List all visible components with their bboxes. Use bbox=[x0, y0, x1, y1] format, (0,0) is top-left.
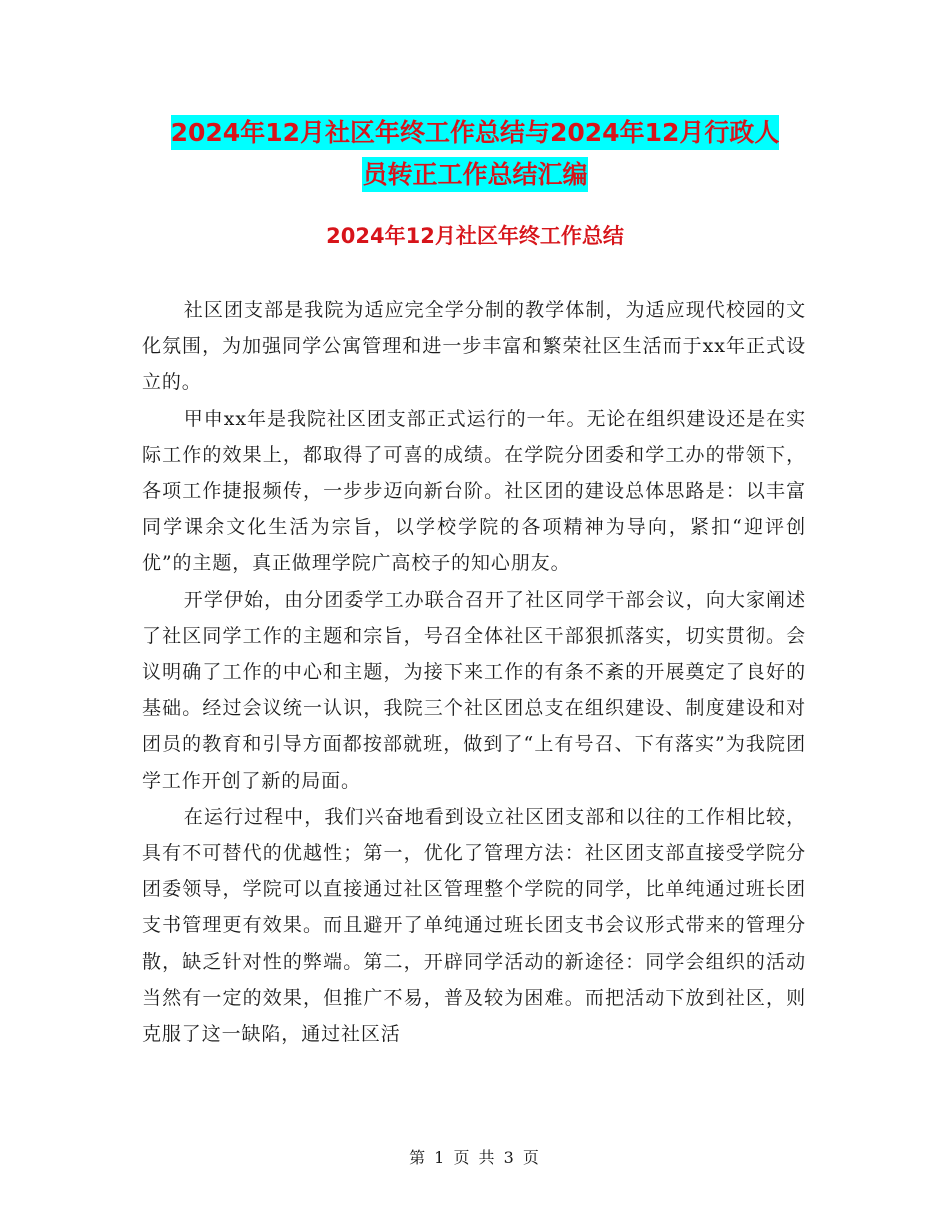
paragraph-4: 在运行过程中，我们兴奋地看到设立社区团支部和以往的工作相比较，具有不可替代的优越性；第一，优化了管理方法：社区团支部直接受学院分团委领导，学院可以直接通过社区管理整个学院的同学，比单纯通过班长团支书管理更有效果。而且避开了单纯通过班长团支书会议形式带来的管理分散，缺乏针对性的弊端。第二，开辟同学活动的新途径：同学会组织的活动当然有一定的效果，但推广不易，普及较为困难。而把活动下放到社区，则克服了这一缺陷，通过社区活 bbox=[142, 805, 806, 1046]
paragraph-3: 开学伊始，由分团委学工办联合召开了社区同学干部会议，向大家阐述了社区同学工作的主题和宗旨，号召全体社区干部狠抓落实，切实贯彻。会议明确了工作的中心和主题，为接下来工作的有条不紊的开展奠定了良好的基础。经过会议统一认识，我院三个社区团总支在组织建设、制度建设和对团员的教育和引导方面都按部就班，做到了“上有号召、下有落实”为我院团学工作开创了新的局面。 bbox=[142, 588, 806, 792]
page-footer bbox=[0, 1148, 950, 1168]
document-title-line-1: 2024年12月社区年终工作总结与2024年12月行政人 bbox=[171, 115, 780, 150]
document-title bbox=[0, 112, 950, 196]
body-text bbox=[142, 292, 806, 1052]
page-number: 第 1 页 共 3 页 bbox=[409, 1148, 541, 1167]
section-title: 2024年12月社区年终工作总结 bbox=[326, 224, 624, 248]
paragraph-2: 甲申xx年是我院社区团支部正式运行的一年。无论在组织建设还是在实际工作的效果上，都取得了可喜的成绩。在学院分团委和学工办的带领下，各项工作捷报频传，一步步迈向新台阶。社区团的建设总体思路是：以丰富同学课余文化生活为宗旨，以学校学院的各项精神为导向，紧扣“迎评创优”的主题，真正做理学院广高校子的知心朋友。 bbox=[142, 407, 806, 575]
paragraph-1: 社区团支部是我院为适应完全学分制的教学体制，为适应现代校园的文化氛围，为加强同学公寓管理和进一步丰富和繁荣社区生活而于xx年正式设立的。 bbox=[142, 299, 806, 394]
document-title-line-2: 员转正工作总结汇编 bbox=[362, 157, 587, 192]
